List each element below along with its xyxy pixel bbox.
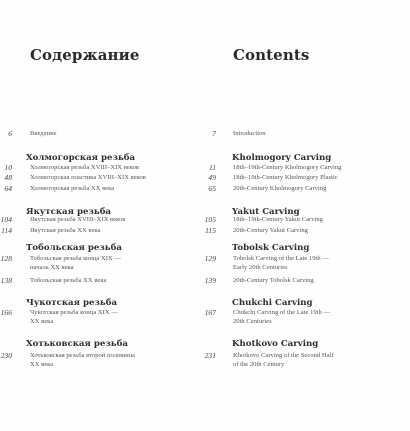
section-title: Чукотская резьба (26, 298, 118, 308)
toc-entry-line: Тобольская резьба XX века (30, 276, 107, 284)
page-number: 48 (4, 173, 12, 182)
section-title: Chukchi Carving (232, 298, 313, 308)
page-number: 231 (204, 351, 216, 360)
section-title: Тобольская резьба (26, 243, 122, 253)
toc-entry-line: Чукотская резьба конца XIX — (30, 308, 118, 316)
toc-entry-line: Khotkovo Carving of the Second Half (233, 351, 334, 359)
section-title: Yakut Carving (232, 207, 300, 217)
toc-entry-line: Якутская резьба XX века (30, 226, 101, 234)
section-title: Kholmogory Carving (232, 153, 332, 163)
page-number: 115 (205, 226, 216, 235)
page-number: 139 (204, 276, 216, 285)
page-number: 138 (0, 276, 12, 285)
toc-entry-line: 18th–19th-Century Yakut Carving (233, 215, 323, 223)
toc-entry-line: 18th–19th-Century Kholmogory Carving (233, 163, 342, 171)
page-number: 49 (208, 173, 216, 182)
section-title: Tobolsk Carving (232, 243, 310, 253)
page-number: 105 (204, 215, 216, 224)
page-number: 6 (8, 129, 12, 138)
toc-entry-line: Холмогорская резьба XVIII–XIX веков (30, 163, 139, 171)
page-number: 11 (208, 163, 216, 172)
page-number: 64 (4, 184, 12, 193)
section-title: Khotkovo Carving (232, 339, 319, 349)
contents-heading: Contents (233, 46, 310, 64)
toc-entry-line: Холмогорская пластика XVIII–XIX веков (30, 173, 146, 181)
page-number: 230 (0, 351, 12, 360)
page-number: 128 (0, 254, 12, 263)
contents-heading: Содержание (30, 46, 140, 64)
toc-entry-line: XX века (30, 361, 54, 369)
toc-entry-line: 20th-Century Tobolsk Carving (233, 276, 314, 284)
page-number: 104 (0, 215, 12, 224)
section-title: Якутская резьба (26, 207, 112, 217)
section-title: Хотьковская резьба (26, 339, 128, 349)
toc-entry-line: 18th–19th-Century Kholmogory Plastic (233, 173, 338, 181)
toc-entry-line: Холмогорская резьба XX века (30, 184, 115, 192)
toc-entry-line: Tobolsk Carving of the Late 19th — (233, 254, 329, 262)
toc-entry-line: Хотьковская резьба второй половины (30, 351, 135, 359)
page-number: 10 (4, 163, 12, 172)
toc-entry-line: Якутская резьба XVIII–XIX веков (30, 215, 126, 223)
toc-entry-line: of the 20th Century (233, 361, 285, 369)
toc-entry-title: Введение (30, 129, 57, 137)
toc-entry-line: XX века (30, 318, 54, 326)
toc-entry-line: 20th-Century Kholmogory Carving (233, 184, 327, 192)
toc-entry-title: Introduction (233, 129, 266, 137)
page-number: 114 (1, 226, 12, 235)
toc-entry-line: Chukchi Carving of the Late 19th — (233, 308, 331, 316)
toc-entry-line: Early 20th Centuries (233, 264, 288, 272)
toc-entry-line: начала XX века (30, 264, 74, 272)
toc-entry-line: 20th-Century Yakut Carving (233, 226, 308, 234)
page-number: 129 (204, 254, 216, 263)
toc-entry-line: Тобольская резьба конца XIX — (30, 254, 121, 262)
page-number: 167 (204, 308, 216, 317)
page-number: 7 (212, 129, 216, 138)
page-number: 65 (208, 184, 216, 193)
toc-entry-line: 20th Centuries (233, 318, 272, 326)
section-title: Холмогорская резьба (26, 153, 136, 163)
page-number: 166 (0, 308, 12, 317)
